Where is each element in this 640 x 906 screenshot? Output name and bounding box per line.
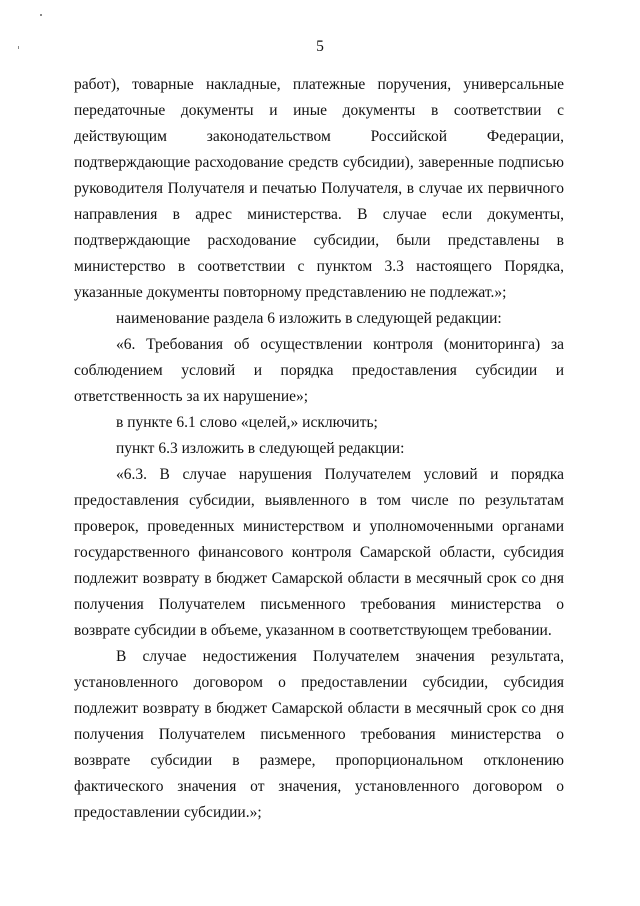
paragraph-clause-6-3-text: «6.3. В случае нарушения Получателем условий и порядка предоставления субсидии, выявленного в том числе по результатам проверок, проведенных министерством и уполномоченными органами государственного финансового контроля Самарской области, субсидия подлежит возврату в бюджет Самарской области в месячный срок со дня получения Получателем письменного требования министерства о возврате субсидии в объеме, указанном в соответствующем требовании. <box>74 466 564 639</box>
paragraph-section-6-title: «6. Требования об осуществлении контроля (мониторинга) за соблюдением условий и порядка предоставления субсидии и ответственность за их нарушение»; <box>74 336 564 405</box>
paragraph-clause-6-1-amendment: в пункте 6.1 слово «целей,» исключить; <box>116 414 378 431</box>
paragraph-result-shortfall: В случае недостижения Получателем значения результата, установленного договором о предоставлении субсидии, субсидия подлежит возврату в бюджет Самарской области в месячный срок со дня получения Получателем письменного требования министерства о возврате субсидии в размере, пропорциональном отклонению фактического значения от значения, установленного договором о предоставлении субсидии.»; <box>74 648 564 821</box>
page-number: 5 <box>316 38 324 55</box>
scan-speck <box>40 14 42 16</box>
paragraph-documents-list: работ), товарные накладные, платежные поручения, универсальные передаточные документы и иные документы в соответствии с действующим законодательством Российской Федерации, подтверждающие расходование средств субсидии), заверенные подписью руководителя Получателя и печатью Получателя, в случае их первичного направления в адрес министерства. В случае если документы, подтверждающие расходование субсидии, были представлены в министерство в соответствии с пунктом 3.3 настоящего Порядка, указанные документы повторному представлению не подлежат.»; <box>74 76 564 301</box>
paragraph-section-6-title-amendment: наименование раздела 6 изложить в следующей редакции: <box>116 310 502 327</box>
paragraph-clause-6-3-amendment: пункт 6.3 изложить в следующей редакции: <box>116 440 405 457</box>
document-body <box>74 72 564 826</box>
